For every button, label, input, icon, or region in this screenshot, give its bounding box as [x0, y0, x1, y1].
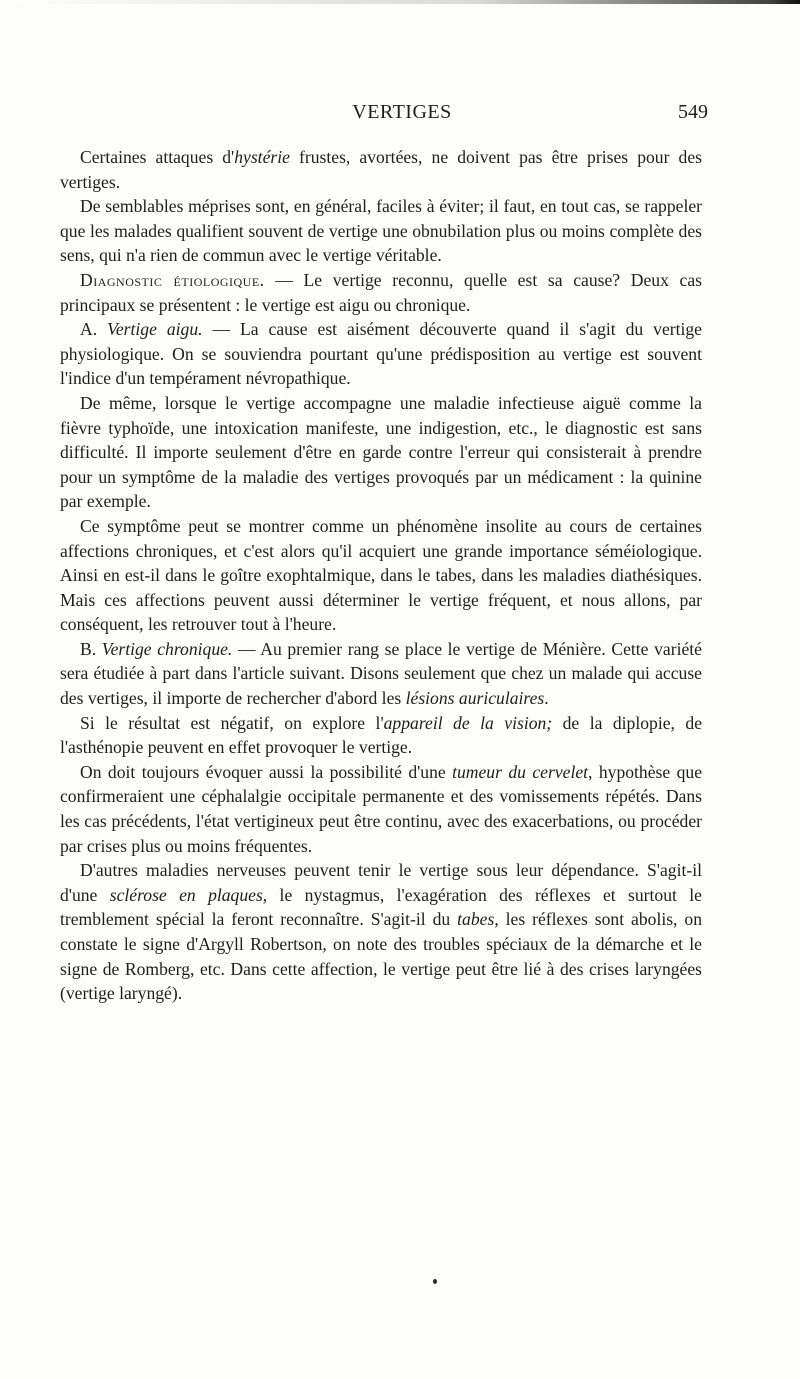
page-number: 549: [678, 101, 708, 123]
paragraph: [60, 514, 702, 637]
paragraph: [60, 711, 702, 760]
italic-text: hystérie: [234, 147, 290, 167]
body-text: [60, 145, 702, 1006]
italic-text: appareil de la vision;: [383, 712, 553, 733]
text-run: Certaines attaques d': [80, 147, 235, 167]
text-run: — Au premier rang se place le vertige de Ménière. Cette variété sera étudiée à part dans l'article suivant. Disons seulement que chez un malade qui accuse des vertiges, il importe de rechercher d'abord les: [60, 638, 702, 709]
page-top-edge: [0, 0, 800, 4]
paragraph: [60, 194, 702, 268]
italic-text: tabes: [457, 909, 495, 930]
text-run: Si le résultat est négatif, on explore l': [80, 712, 384, 733]
italic-text: Vertige aigu.: [107, 319, 203, 340]
paragraph: [60, 268, 702, 317]
paragraph: [60, 637, 702, 711]
text-run: On doit toujours évoquer aussi la possibilité d'une: [80, 761, 453, 782]
paragraph: [60, 317, 702, 391]
paragraph: [60, 391, 702, 514]
text-run: De même, lorsque le vertige accompagne une maladie infectieuse aiguë comme la fièvre typhoïde, une intoxication manifeste, une indigestion, etc., le diagnostic est sans difficulté. Il importe seulement d'être en garde contre l'erreur qui consisterait à prendre pour un symptôme de la maladie des vertiges provoqués par un médicament : la quinine par exemple.: [60, 392, 702, 512]
text-run: — Le vertige reconnu, quelle est sa cause? Deux cas principaux se présentent : le vertige est aigu ou chronique.: [60, 269, 703, 315]
running-title: VERTIGES: [352, 101, 452, 123]
text-run: — La cause est aisément découverte quand il s'agit du vertige physiologique. On se souviendra pourtant qu'une prédisposition au vertige est souvent l'indice d'un tempérament névropathique.: [60, 319, 702, 389]
text-run: , les réflexes sont abolis, on constate le signe d'Argyll Robertson, on note des troubles spéciaux de la démarche et le signe de Romberg, etc. Dans cette affection, le vertige peut être lié à des crises laryngées (vertige laryngé).: [60, 909, 702, 1004]
text-run: De semblables méprises sont, en général, faciles à éviter; il faut, en tout cas, se rappeler que les malades qualifient souvent de vertige une obnubilation plus ou moins complète des sens, qui n'a rien de commun avec le vertige véritable.: [60, 196, 702, 266]
ink-speck: [433, 1279, 437, 1284]
italic-text: tumeur du cervelet: [452, 761, 589, 782]
text-run: de la diplopie, de l'asthénopie peuvent en effet provoquer le vertige.: [60, 712, 703, 758]
text-run: , le nystagmus, l'exagération des réflexes et surtout le tremblement spécial la feront reconnaître. S'agit-il du: [60, 884, 702, 930]
text-run: D'autres maladies nerveuses peuvent tenir le vertige sous leur dépendance. S'agit-il d'une: [60, 860, 702, 905]
italic-text: sclérose en plaques: [109, 884, 263, 905]
text-run: A.: [80, 319, 108, 340]
text-run: Ce symptôme peut se montrer comme un phénomène insolite au cours de certaines affections chroniques, et c'est alors qu'il acquiert une grande importance séméiologique. Ainsi en est-il dans le goître exophtalmique, dans le tabes, dans les maladies diathésiques. Mais ces affections peuvent aussi déterminer le vertige fréquent, et nous allons, par conséquent, les retrouver tout à l'heure.: [60, 515, 702, 635]
paragraph: [60, 145, 702, 194]
text-run: , hypothèse que confirmeraient une céphalalgie occipitale permanente et des vomissements répétés. Dans les cas précédents, l'état vertigineux peut être continu, avec des exacerbations, ou procéder par crises plus ou moins fréquentes.: [60, 761, 703, 856]
text-run: .: [544, 688, 549, 709]
italic-text: Vertige chronique.: [101, 638, 233, 659]
section-heading: Diagnostic étiologique.: [80, 269, 265, 290]
running-header: [96, 101, 708, 137]
paragraph: [60, 760, 702, 858]
italic-text: lésions auriculaires: [405, 688, 545, 709]
paragraph: [60, 858, 702, 1006]
text-run: B.: [80, 638, 102, 659]
text-run: frustes, avortées, ne doivent pas être prises pour des vertiges.: [60, 147, 702, 192]
